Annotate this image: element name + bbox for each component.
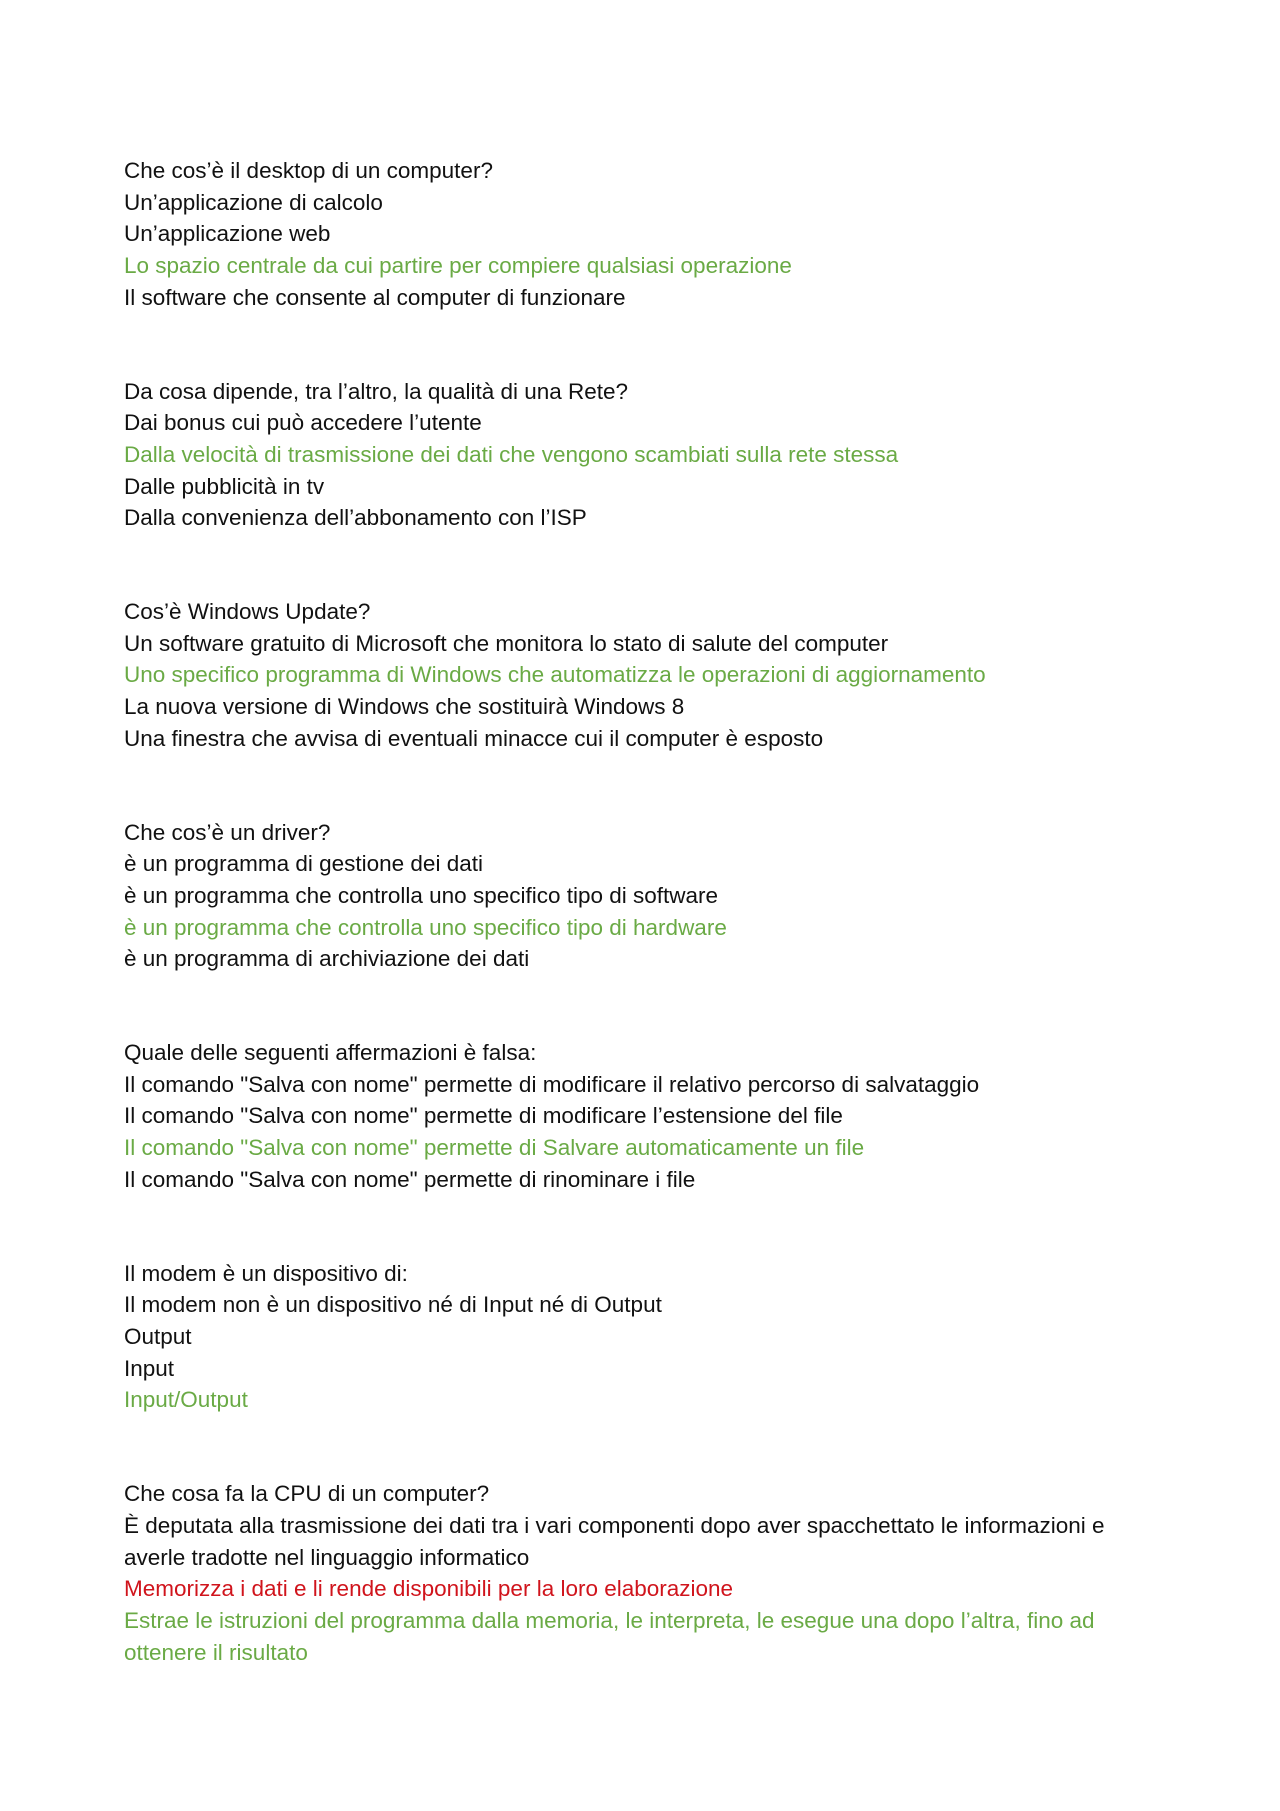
question-block <box>124 1258 1164 1417</box>
answer-option: Il software che consente al computer di funzionare <box>124 284 626 310</box>
answer-option: La nuova versione di Windows che sostituirà Windows 8 <box>124 694 685 720</box>
answer-option: Dalle pubblicità in tv <box>124 473 325 499</box>
question-block <box>124 596 1164 755</box>
question-text: Che cos’è il desktop di un computer? <box>124 158 493 183</box>
question-text: Da cosa dipende, tra l’altro, la qualità di una Rete? <box>124 378 629 404</box>
answer-option: Un’applicazione web <box>124 221 331 247</box>
question-block <box>124 376 1164 535</box>
answer-option: È deputata alla trasmissione dei dati tra i vari componenti dopo aver spacchettato le informazioni e averle tradotte nel linguaggio informatico <box>124 1512 1105 1570</box>
answer-option-correct: Input/Output <box>124 1387 248 1413</box>
answer-option: Input <box>124 1355 175 1381</box>
answer-option: Dalla convenienza dell’abbonamento con l’ISP <box>124 505 587 531</box>
answer-option: Un software gratuito di Microsoft che monitora lo stato di salute del computer <box>124 630 889 656</box>
answer-option: Dai bonus cui può accedere l’utente <box>124 410 482 436</box>
answer-option-correct: Estrae le istruzioni del programma dalla memoria, le interpreta, le esegue una dopo l’altra, fino ad ottenere il risultato <box>124 1607 1095 1665</box>
question-block <box>124 155 1164 314</box>
question-block <box>124 1037 1164 1196</box>
answer-option: Una finestra che avvisa di eventuali minacce cui il computer è esposto <box>124 725 824 751</box>
answer-option: Il comando "Salva con nome" permette di modificare il relativo percorso di salvataggio <box>124 1071 980 1097</box>
quiz-document <box>124 155 1164 1730</box>
question-block <box>124 1478 1164 1668</box>
answer-option-correct: Uno specifico programma di Windows che automatizza le operazioni di aggiornamento <box>124 662 986 688</box>
answer-option: Un’applicazione di calcolo <box>124 189 383 215</box>
answer-option: Output <box>124 1323 192 1349</box>
question-text: Quale delle seguenti affermazioni è falsa: <box>124 1040 537 1066</box>
question-text: Il modem è un dispositivo di: <box>124 1260 408 1286</box>
question-text: Cos’è Windows Update? <box>124 599 371 625</box>
answer-option: è un programma di archiviazione dei dati <box>124 946 530 972</box>
answer-option: è un programma di gestione dei dati <box>124 851 483 877</box>
answer-option-wrong: Memorizza i dati e li rende disponibili per la loro elaborazione <box>124 1576 734 1602</box>
question-text: Che cos’è un driver? <box>124 819 331 845</box>
answer-option-correct: Il comando "Salva con nome" permette di Salvare automaticamente un file <box>124 1135 865 1161</box>
answer-option: Il modem non è un dispositivo né di Input né di Output <box>124 1292 662 1318</box>
answer-option-correct: è un programma che controlla uno specifico tipo di hardware <box>124 914 727 940</box>
answer-option: è un programma che controlla uno specifico tipo di software <box>124 882 719 908</box>
question-text: Che cosa fa la CPU di un computer? <box>124 1481 490 1507</box>
question-block <box>124 817 1164 976</box>
answer-option: Il comando "Salva con nome" permette di rinominare i file <box>124 1166 696 1192</box>
answer-option: Il comando "Salva con nome" permette di modificare l’estensione del file <box>124 1103 843 1129</box>
answer-option-correct: Dalla velocità di trasmissione dei dati che vengono scambiati sulla rete stessa <box>124 441 899 467</box>
answer-option-correct: Lo spazio centrale da cui partire per compiere qualsiasi operazione <box>124 253 792 279</box>
